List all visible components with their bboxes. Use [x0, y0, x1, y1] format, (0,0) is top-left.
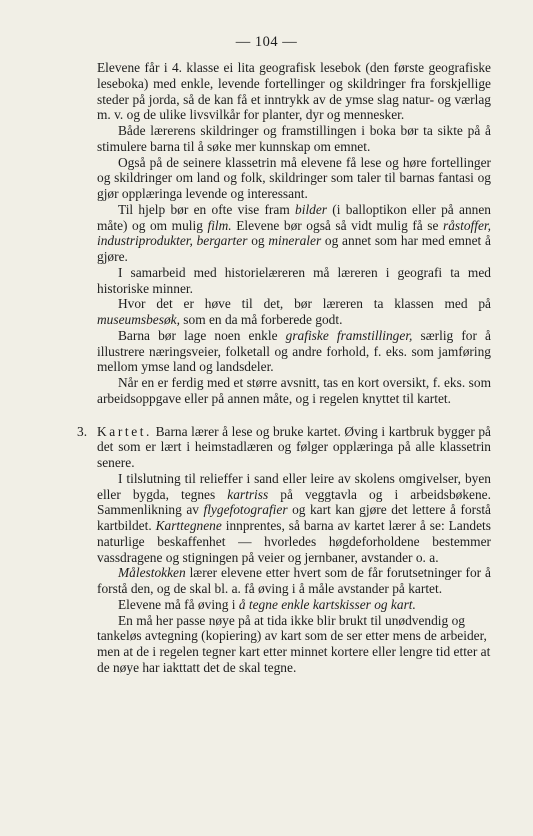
text-run: Hvor det er høve til det, bør læreren ta klassen med på [118, 296, 491, 312]
paragraph: Når en er ferdig med et større avsnitt, tas en kort oversikt, f. eks. som arbeidsoppgave eller på annen måte, og i regelen knyttet til kartet. [97, 375, 491, 406]
section-gap [97, 407, 491, 424]
text-run: særlig for å illustrere næringsveier, folketall og andre forhold, f. eks. som jamføring mellom ymse land og landsdeler. [97, 327, 491, 375]
text-run: Elevene bør også så vidt mulig få se [231, 217, 443, 233]
emphasis: Målestokken [118, 565, 186, 581]
text-run: og [247, 233, 269, 249]
text-run: lærer elevene etter hvert som de får forutsetninger for å forstå den, og de skal bl. a. få øving i å måle avstander på kartet. [97, 565, 491, 596]
section-number: 3. [77, 423, 88, 439]
emphasis: bilder [295, 201, 328, 217]
text-run: Elevene må få øving i [118, 596, 239, 612]
emphasis: film. [207, 217, 232, 233]
text-run: Barna bør lage noen enkle [118, 327, 286, 343]
text-run: I tilslutning til relieffer i sand eller leire av skolens omgivelser, byen eller bygda, tegnes [97, 470, 491, 502]
paragraph [97, 597, 491, 613]
emphasis: flygefotografier [203, 502, 288, 518]
text-run: og kart kan gjøre det lettere å forstå kartbildet. [97, 502, 491, 533]
paragraph [97, 328, 491, 375]
paragraph [97, 565, 491, 597]
section-heading-paragraph [77, 423, 491, 471]
page-number: — 104 — [235, 34, 298, 50]
emphasis: kartriss [227, 486, 269, 502]
paragraph [97, 202, 491, 265]
section-title: Kartet. [97, 423, 153, 439]
paragraph: Elevene får i 4. klasse ei lita geografisk lesebok (den første geografiske leseboka) med enkle, levende fortellinger og skildringer fra forskjellige steder på jorda, så de kan få et inntrykk av de ymse slag natur- og værlag m. v. og de ulike livsvilkår for planter, dyr og mennesker. [97, 60, 491, 123]
paragraph: En må her passe nøye på at tida ikke blir brukt til unødvendig og tankeløs avtegning (kopiering) av kart som de ser etter mens de arbeider, men at de i regelen tegner kart etter minnet kortere eller lengre tid etter at de nøye har iakttatt det de skal tegne. [97, 612, 491, 675]
emphasis: råstoffer, industriprodukter, bergarter [97, 217, 491, 249]
paragraph: Også på de seinere klassetrin må elevene få lese og høre fortellinger og skildringer om land og folk, skildringer som taler til barnas fantasi og gjør opplæringa levende og interessant. [97, 154, 491, 201]
text-run: på veggtavla og i arbeidsbøkene. Sammenlikning av [97, 486, 491, 518]
emphasis: museumsbesøk, [97, 312, 180, 327]
text-run: Til hjelp bør en ofte vise fram [118, 201, 296, 217]
paragraph [97, 471, 491, 566]
text-run: (i balloptikon eller på annen måte) og om mulig [97, 201, 491, 233]
paragraph [97, 296, 491, 328]
text-run: og annet som har med emnet å gjøre. [97, 233, 491, 264]
emphasis: Karttegnene [155, 518, 222, 533]
body-text [77, 60, 491, 676]
emphasis: grafiske framstillinger, [285, 327, 413, 343]
paragraph: I samarbeid med historielæreren må læreren i geografi ta med historiske minner. [97, 264, 491, 296]
text-run: Barna lærer å lese og bruke kartet. Øving i kartbruk bygger på det som er lært i heimstadlæren og følger opplæringa på alle klassetrin senere. [97, 423, 491, 470]
text-run: innprentes, så barna av kartet lærer å se: Landets naturlige beskaffenhet — hvorledes høgdeforholdene bestemmer vassdragene og stigningen på veier og jernbaner, avstander o. a. [97, 518, 491, 565]
emphasis: mineraler [268, 233, 322, 249]
text-run: som en da må forberede godt. [179, 312, 343, 327]
emphasis: å tegne enkle kartskisser og kart. [238, 596, 416, 612]
paragraph: Både lærerens skildringer og framstillingen i boka bør ta sikte på å stimulere barna til å søke mer kunnskap om emnet. [97, 123, 491, 154]
